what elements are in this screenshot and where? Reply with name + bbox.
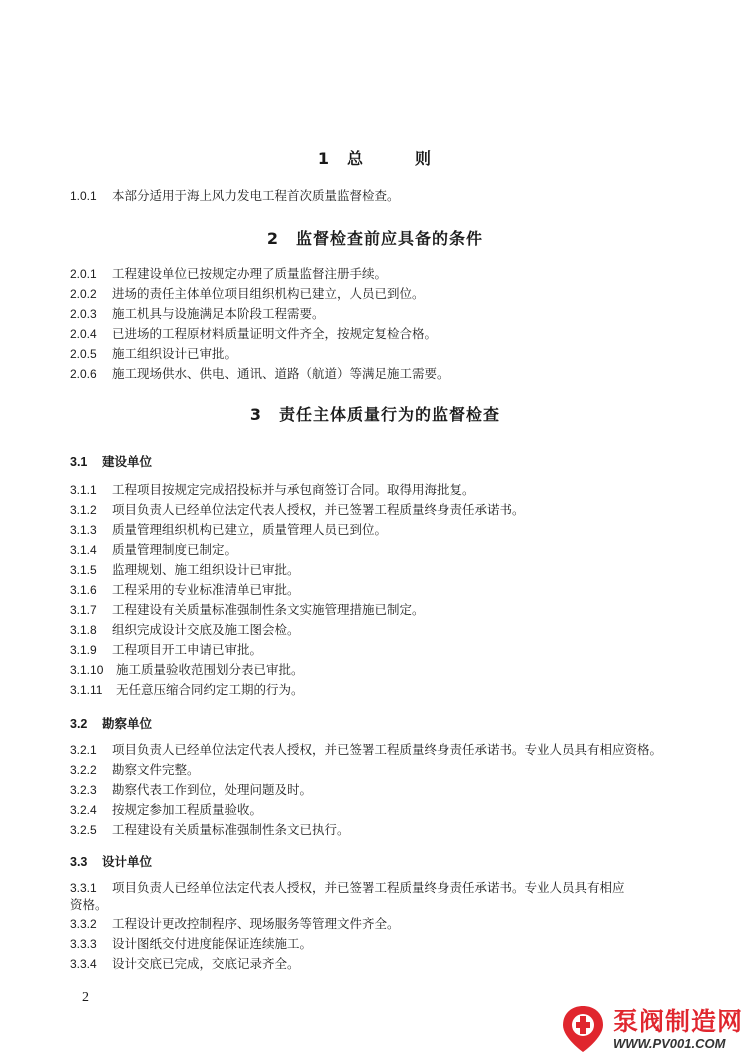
clause-number: 3.2.4	[70, 803, 97, 817]
clause-number: 3.3.4	[70, 957, 97, 971]
clause-number: 2.0.1	[70, 267, 97, 281]
clause-text: 勘察文件完整。	[112, 762, 200, 777]
clause-number: 3.1.3	[70, 523, 97, 537]
clause-text: 工程采用的专业标准清单已审批。	[112, 582, 300, 597]
clause-text: 质量管理组织机构已建立，质量管理人员已到位。	[112, 522, 388, 537]
clause-number: 3.1.1	[70, 483, 97, 497]
site-watermark	[555, 1000, 745, 1056]
chapter-heading-1: 1 总 则	[317, 149, 433, 168]
clause-number: 2.0.2	[70, 287, 97, 301]
clause-number: 2.0.4	[70, 327, 97, 341]
clause-number: 2.0.6	[70, 367, 97, 381]
clause-text: 进场的责任主体单位项目组织机构已建立，人员已到位。	[112, 286, 425, 301]
page-number: 2	[82, 990, 89, 1005]
subsection-heading-3-2	[70, 714, 152, 732]
clause-text: 工程建设有关质量标准强制性条文已执行。	[112, 822, 350, 837]
clause-number: 3.1.8	[70, 623, 97, 637]
clause-text: 无任意压缩合同约定工期的行为。	[116, 682, 304, 697]
subsection-number: 3.3	[70, 855, 88, 869]
clause-number: 3.1.7	[70, 603, 97, 617]
clause-text: 施工组织设计已审批。	[112, 346, 238, 361]
clause-text: 工程设计更改控制程序、现场服务等管理文件齐全。	[112, 916, 400, 931]
chapter-heading-3: 3 责任主体质量行为的监督检查	[249, 405, 501, 424]
clause-text: 工程建设单位已按规定办理了质量监督注册手续。	[112, 266, 388, 281]
clause-number: 3.2.2	[70, 763, 97, 777]
clause-text: 工程建设有关质量标准强制性条文实施管理措施已制定。	[112, 602, 425, 617]
clause-number: 3.1.9	[70, 643, 97, 657]
subsection-number: 3.1	[70, 455, 88, 469]
clause-number: 2.0.5	[70, 347, 97, 361]
clause-text: 设计交底已完成，交底记录齐全。	[112, 956, 300, 971]
clause-number: 3.1.4	[70, 543, 97, 557]
subsection-heading-3-3	[70, 852, 152, 870]
clause-number: 3.3.1	[70, 881, 97, 895]
subsection-number: 3.2	[70, 717, 88, 731]
clause-number: 3.2.3	[70, 783, 97, 797]
pump-valve-logo-icon	[557, 1004, 609, 1054]
clause-text: 设计图纸交付进度能保证连续施工。	[112, 936, 313, 951]
clause-text: 工程项目开工申请已审批。	[112, 642, 263, 657]
chapter-heading-2: 2 监督检查前应具备的条件	[266, 229, 484, 248]
clause-text: 施工质量验收范围划分表已审批。	[116, 662, 304, 677]
clause-text: 项目负责人已经单位法定代表人授权，并已签署工程质量终身责任承诺书。专业人员具有相应资格。	[112, 742, 663, 757]
subsection-title: 建设单位	[102, 454, 153, 469]
clause-text: 施工机具与设施满足本阶段工程需要。	[112, 306, 325, 321]
clause-number: 3.2.1	[70, 743, 97, 757]
clause-text: 项目负责人已经单位法定代表人授权，并已签署工程质量终身责任承诺书。	[112, 502, 525, 517]
clause-number: 3.3.2	[70, 917, 97, 931]
clause-number: 3.1.11	[70, 683, 103, 697]
clause-number: 3.3.3	[70, 937, 97, 951]
clause-number: 3.1.2	[70, 503, 97, 517]
watermark-title: 泵阀制造网	[613, 1007, 744, 1036]
clause-text: 工程项目按规定完成招投标并与承包商签订合同。取得用海批复。	[112, 482, 475, 497]
subsection-title: 设计单位	[102, 854, 153, 869]
clause-text: 质量管理制度已制定。	[112, 542, 238, 557]
subsection-heading-3-1	[70, 452, 152, 470]
clause-text: 按规定参加工程质量验收。	[112, 802, 263, 817]
clause-text: 组织完成设计交底及施工图会检。	[112, 622, 300, 637]
clause-text-continuation: 资格。	[70, 897, 108, 912]
clause-number: 3.1.5	[70, 563, 97, 577]
clause-number: 3.2.5	[70, 823, 97, 837]
clause-number: 3.1.6	[70, 583, 97, 597]
clause-text: 项目负责人已经单位法定代表人授权，并已签署工程质量终身责任承诺书。专业人员具有相应	[112, 880, 625, 895]
clause-number: 1.0.1	[70, 189, 97, 203]
clause-text: 监理规划、施工组织设计已审批。	[112, 562, 300, 577]
watermark-url: WWW.PV001.COM	[613, 1036, 726, 1051]
clause-text: 施工现场供水、供电、通讯、道路（航道）等满足施工需要。	[112, 366, 450, 381]
clause-text: 已进场的工程原材料质量证明文件齐全，按规定复检合格。	[112, 326, 438, 341]
clause-text: 本部分适用于海上风力发电工程首次质量监督检查。	[112, 188, 400, 203]
subsection-title: 勘察单位	[102, 716, 153, 731]
clause-text: 勘察代表工作到位，处理问题及时。	[112, 782, 313, 797]
clause-number: 2.0.3	[70, 307, 97, 321]
clause-number: 3.1.10	[70, 663, 104, 677]
